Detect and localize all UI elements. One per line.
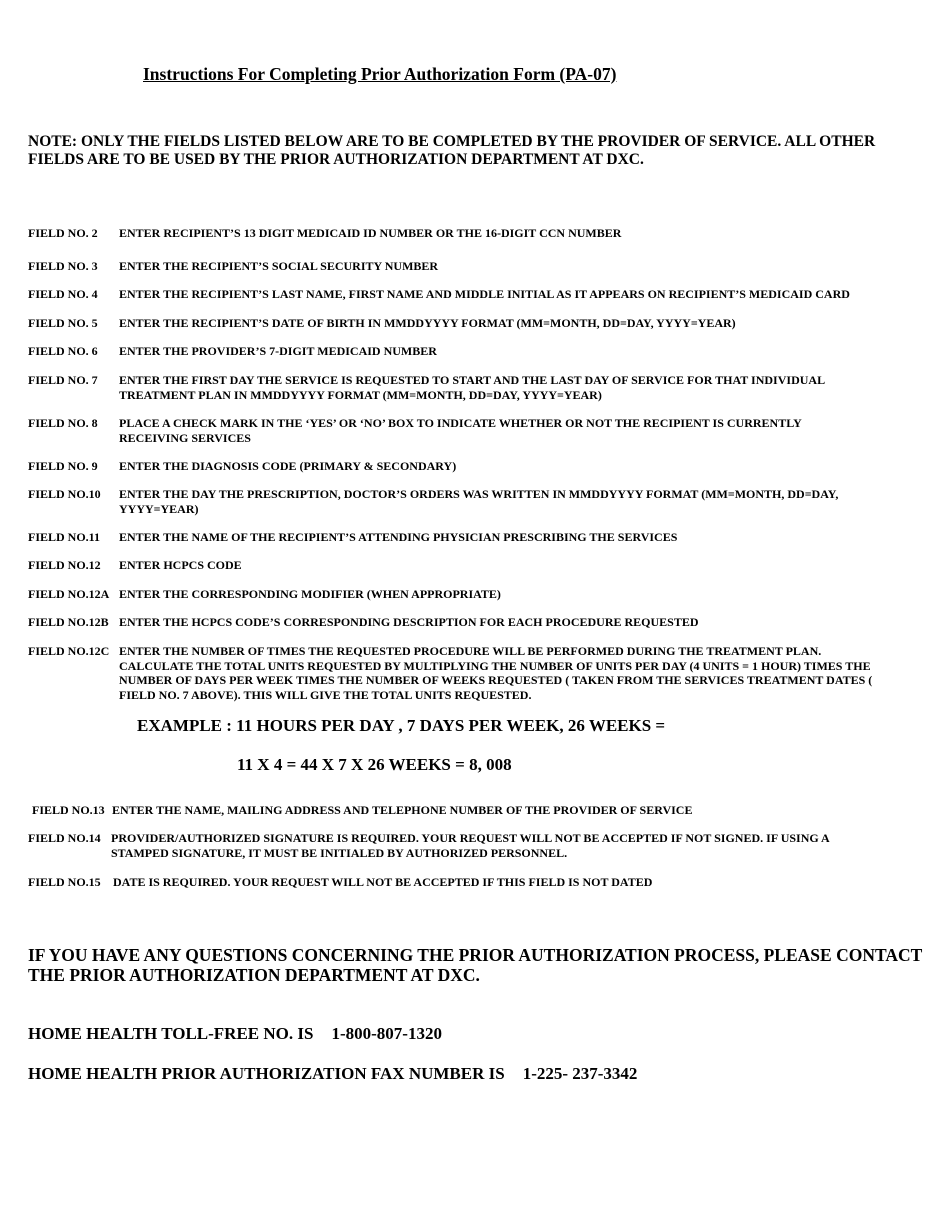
field-instruction: ENTER THE CORRESPONDING MODIFIER (WHEN APPROPRIATE) <box>119 587 501 601</box>
field-instruction: ENTER THE DAY THE PRESCRIPTION, DOCTOR’S ORDERS WAS WRITTEN IN MMDDYYYY FORMAT (MM=MONTH, DD=DAY, YYYY=YEAR) <box>119 487 839 516</box>
contact-note: IF YOU HAVE ANY QUESTIONS CONCERNING THE PRIOR AUTHORIZATION PROCESS, PLEASE CONTACT THE PRIOR AUTHORIZATION DEPARTMENT AT DXC. <box>28 945 922 985</box>
field-instruction: ENTER THE RECIPIENT’S LAST NAME, FIRST NAME AND MIDDLE INITIAL AS IT APPEARS ON RECIPIENT’S MEDICAID CARD <box>119 287 850 301</box>
example-line-1: EXAMPLE : 11 HOURS PER DAY , 7 DAYS PER WEEK, 26 WEEKS = <box>137 716 666 735</box>
field-label: FIELD NO.15 <box>28 875 101 889</box>
fax-label: HOME HEALTH PRIOR AUTHORIZATION FAX NUMBER IS <box>28 1064 505 1083</box>
fax-number: 1-225- 237-3342 <box>522 1064 638 1083</box>
field-label: FIELD NO.12C <box>28 644 110 658</box>
field-label: FIELD NO. 7 <box>28 373 98 387</box>
field-label: FIELD NO.12B <box>28 615 109 629</box>
field-label: FIELD NO.10 <box>28 487 101 501</box>
toll-free-line <box>28 1024 442 1044</box>
field-label: FIELD NO. 4 <box>28 287 98 301</box>
field-instruction: ENTER RECIPIENT’S 13 DIGIT MEDICAID ID NUMBER OR THE 16-DIGIT CCN NUMBER <box>119 226 622 240</box>
toll-free-number: 1-800-807-1320 <box>331 1024 442 1043</box>
field-label: FIELD NO. 3 <box>28 259 98 273</box>
field-label: FIELD NO.14 <box>28 831 101 845</box>
field-label: FIELD NO. 8 <box>28 416 98 430</box>
field-instruction: DATE IS REQUIRED. YOUR REQUEST WILL NOT BE ACCEPTED IF THIS FIELD IS NOT DATED <box>113 875 653 889</box>
toll-free-label: HOME HEALTH TOLL-FREE NO. IS <box>28 1024 314 1043</box>
field-instruction: ENTER THE NUMBER OF TIMES THE REQUESTED PROCEDURE WILL BE PERFORMED DURING THE TREATMENT PLAN. CALCULATE THE TOTAL UNITS REQUESTED BY MULTIPLYING THE NUMBER OF UNITS PER DAY (4 UNITS = 1 HOUR) TIMES THE NUMBER OF DAYS PER WEEK TIMES THE NUMBER OF WEEKS REQUESTED ( TAKEN FROM THE SERVICES TREATMENT DATES ( FIELD NO. 7 ABOVE). THIS WILL GIVE THE TOTAL UNITS REQUESTED. <box>119 644 873 702</box>
provider-note: NOTE: ONLY THE FIELDS LISTED BELOW ARE TO BE COMPLETED BY THE PROVIDER OF SERVICE. ALL OTHER FIELDS ARE TO BE USED BY THE PRIOR AUTHORIZATION DEPARTMENT AT DXC. <box>28 133 876 168</box>
page-title: Instructions For Completing Prior Authorization Form (PA-07) <box>143 64 617 84</box>
field-instruction: ENTER THE FIRST DAY THE SERVICE IS REQUESTED TO START AND THE LAST DAY OF SERVICE FOR THAT INDIVIDUAL TREATMENT PLAN IN MMDDYYYY FORMAT (MM=MONTH, DD=DAY, YYYY=YEAR) <box>119 373 825 402</box>
field-label: FIELD NO.11 <box>28 530 101 544</box>
field-instruction: ENTER THE RECIPIENT’S DATE OF BIRTH IN MMDDYYYY FORMAT (MM=MONTH, DD=DAY, YYYY=YEAR) <box>119 316 736 330</box>
field-label: FIELD NO.12 <box>28 558 101 572</box>
field-instruction: ENTER THE PROVIDER’S 7-DIGIT MEDICAID NUMBER <box>119 344 437 358</box>
field-label: FIELD NO. 2 <box>28 226 98 240</box>
example-line-2: 11 X 4 = 44 X 7 X 26 WEEKS = 8, 008 <box>237 755 512 774</box>
field-instruction: ENTER THE DIAGNOSIS CODE (PRIMARY & SECONDARY) <box>119 459 457 473</box>
field-label: FIELD NO. 6 <box>28 344 98 358</box>
field-instruction: ENTER THE NAME, MAILING ADDRESS AND TELEPHONE NUMBER OF THE PROVIDER OF SERVICE <box>112 803 693 817</box>
field-label: FIELD NO. 9 <box>28 459 98 473</box>
field-label: FIELD NO. 5 <box>28 316 98 330</box>
field-instruction: ENTER THE HCPCS CODE’S CORRESPONDING DESCRIPTION FOR EACH PROCEDURE REQUESTED <box>119 615 699 629</box>
field-label: FIELD NO.12A <box>28 587 110 601</box>
field-instruction: ENTER THE RECIPIENT’S SOCIAL SECURITY NUMBER <box>119 259 439 273</box>
field-label: FIELD NO.13 <box>32 803 105 817</box>
fax-line <box>28 1064 637 1084</box>
field-instruction: ENTER HCPCS CODE <box>119 558 242 572</box>
field-instruction: PROVIDER/AUTHORIZED SIGNATURE IS REQUIRED. YOUR REQUEST WILL NOT BE ACCEPTED IF NOT SIGNED. IF USING A STAMPED SIGNATURE, IT MUST BE INITIALED BY AUTHORIZED PERSONNEL. <box>111 831 830 860</box>
field-instruction: PLACE A CHECK MARK IN THE ‘YES’ OR ‘NO’ BOX TO INDICATE WHETHER OR NOT THE RECIPIENT IS CURRENTLY RECEIVING SERVICES <box>119 416 802 445</box>
field-instruction: ENTER THE NAME OF THE RECIPIENT’S ATTENDING PHYSICIAN PRESCRIBING THE SERVICES <box>119 530 678 544</box>
